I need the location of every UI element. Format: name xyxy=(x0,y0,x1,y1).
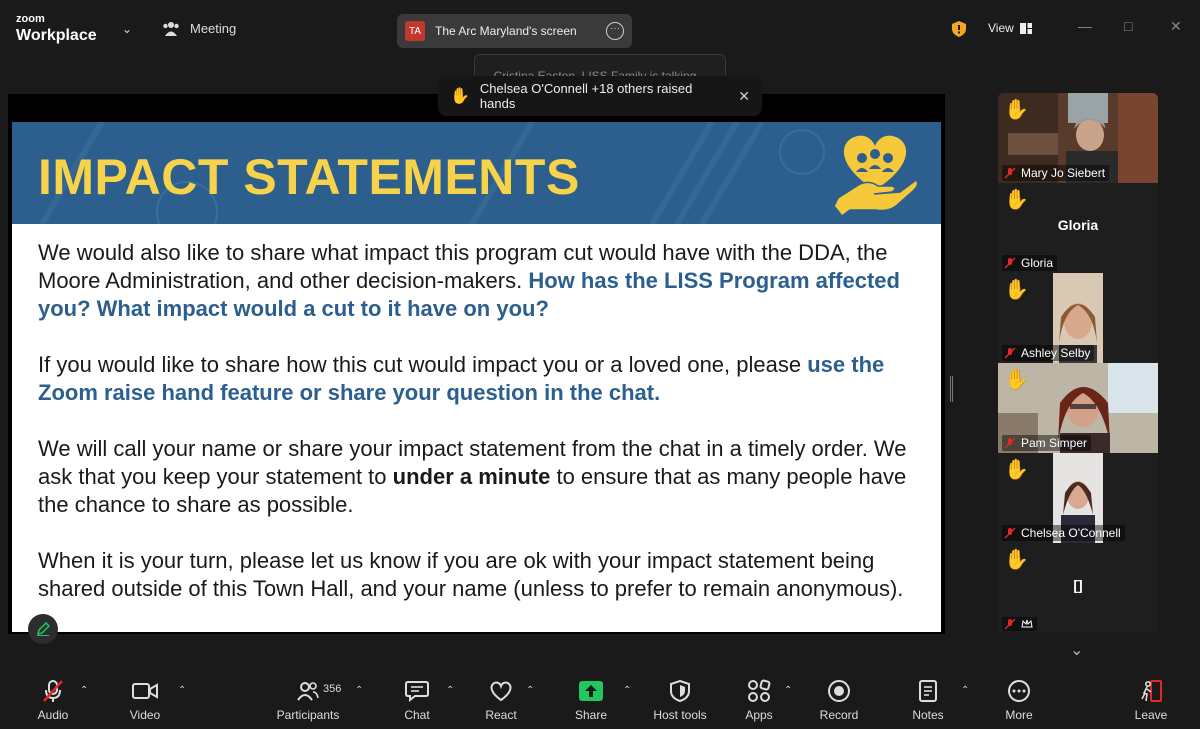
mic-muted-icon xyxy=(42,679,64,703)
security-shield-icon[interactable] xyxy=(952,21,966,37)
pencil-icon xyxy=(36,622,50,636)
notes-label: Notes xyxy=(912,708,944,722)
raised-hand-icon: ✋ xyxy=(1004,459,1029,481)
participant-name-bar xyxy=(1002,617,1037,631)
leave-label: Leave xyxy=(1134,708,1168,722)
participant-tile[interactable] xyxy=(998,543,1158,632)
chat-options-caret[interactable]: ⌃ xyxy=(446,685,455,696)
participant-name-bar xyxy=(1002,435,1091,451)
participant-name: Ashley Selby xyxy=(1021,346,1091,360)
more-button[interactable] xyxy=(979,677,1059,722)
raised-hand-icon: ✋ xyxy=(1004,99,1029,121)
video-options-caret[interactable]: ⌃ xyxy=(178,685,187,696)
raised-hands-notification[interactable] xyxy=(438,76,762,116)
zoom-workplace-logo xyxy=(16,14,97,44)
participant-name-bar xyxy=(1002,345,1094,361)
chat-button[interactable] xyxy=(377,677,457,722)
raised-hand-icon: ✋ xyxy=(450,88,470,105)
participants-options-caret[interactable]: ⌃ xyxy=(355,685,364,696)
meeting-info-button[interactable] xyxy=(162,20,236,36)
share-options-caret[interactable]: ⌃ xyxy=(623,685,632,696)
participants-label: Participants xyxy=(276,708,340,722)
participant-tile[interactable] xyxy=(998,453,1158,543)
participant-tile[interactable] xyxy=(998,93,1158,183)
participants-count: 356 xyxy=(323,683,342,695)
participant-tile[interactable] xyxy=(998,273,1158,363)
audio-button[interactable] xyxy=(13,677,93,722)
p3-text-a: We will call your name or share your impact statement from the chat in a timely order. We ask that you keep your statement to xyxy=(38,436,907,489)
chat-label: Chat xyxy=(404,708,430,722)
apps-icon xyxy=(747,679,771,703)
video-camera-icon xyxy=(132,682,158,700)
raised-hand-icon: ✋ xyxy=(1004,189,1029,211)
leave-icon xyxy=(1139,679,1163,703)
participant-name-bar xyxy=(1002,525,1125,541)
minimize-icon[interactable]: — xyxy=(1078,18,1092,34)
audio-label: Audio xyxy=(37,708,69,722)
p3-bold: under a minute xyxy=(392,464,551,489)
react-button[interactable] xyxy=(461,677,541,722)
slide-paragraph-3 xyxy=(38,435,928,519)
more-label: More xyxy=(1005,708,1033,722)
participant-name: Mary Jo Siebert xyxy=(1021,166,1106,180)
slide-paragraph-1 xyxy=(38,239,928,323)
p1-highlight: How has the LISS Program affected you? What impact would a cut to it have on you? xyxy=(38,268,900,321)
mic-muted-icon xyxy=(1004,347,1016,359)
slide-paragraph-2 xyxy=(38,351,928,407)
heart-icon xyxy=(489,680,513,702)
chat-bubble-icon xyxy=(405,680,429,702)
presentation-slide xyxy=(12,122,941,632)
slide-title: IMPACT STATEMENTS xyxy=(38,149,580,205)
mic-muted-icon xyxy=(1004,257,1016,269)
audio-options-caret[interactable]: ⌃ xyxy=(80,685,89,696)
apps-label: Apps xyxy=(745,708,773,722)
participant-tile[interactable] xyxy=(998,363,1158,453)
p3-text-b: to ensure that as many people have the chance to share as possible. xyxy=(38,464,907,517)
meeting-toolbar xyxy=(0,669,1200,729)
meeting-icon xyxy=(162,20,180,36)
chevron-down-icon[interactable]: ⌄ xyxy=(122,22,133,36)
leave-button[interactable] xyxy=(1111,677,1191,722)
close-window-icon[interactable]: ✕ xyxy=(1170,18,1182,34)
share-label: Share xyxy=(574,708,608,722)
raised-hands-text: Chelsea O'Connell +18 others raised hands xyxy=(479,81,693,111)
heart-hand-icon xyxy=(830,128,920,216)
participant-gallery xyxy=(998,93,1158,632)
more-icon xyxy=(1007,679,1031,703)
sharer-avatar: TA xyxy=(405,21,425,41)
slide-paragraph-4 xyxy=(38,547,928,603)
react-options-caret[interactable]: ⌃ xyxy=(526,685,535,696)
notes-icon xyxy=(917,679,939,703)
notes-button[interactable] xyxy=(888,677,968,722)
more-options-icon[interactable]: ··· xyxy=(606,22,624,40)
record-button[interactable] xyxy=(799,677,879,722)
raised-hand-icon: ✋ xyxy=(1004,549,1029,571)
raised-hand-icon: ✋ xyxy=(1004,279,1029,301)
maximize-icon[interactable]: □ xyxy=(1124,18,1133,34)
notes-options-caret[interactable]: ⌃ xyxy=(961,685,970,696)
meeting-label: Meeting xyxy=(190,20,237,36)
host-crown-icon xyxy=(1021,619,1033,629)
share-title: The Arc Maryland's screen xyxy=(435,24,577,38)
video-label: Video xyxy=(129,708,161,722)
share-screen-icon xyxy=(578,680,604,702)
panel-resize-handle[interactable] xyxy=(950,376,953,402)
mic-muted-icon xyxy=(1004,527,1016,539)
participant-name: Pam Simper xyxy=(1021,436,1088,450)
share-screen-button[interactable] xyxy=(551,677,631,722)
p4-text: When it is your turn, please let us know if you are ok with your impact statement being shared outside of this Town Hall, and your name (unless to prefer to remain anonymous). xyxy=(38,548,904,601)
mic-muted-icon xyxy=(1004,618,1016,630)
host-tools-label: Host tools xyxy=(653,708,707,722)
record-label: Record xyxy=(819,708,859,722)
brand-large: Workplace xyxy=(16,27,97,44)
participant-display-name: Gloria xyxy=(1057,217,1099,233)
slide-header xyxy=(12,122,941,224)
mic-muted-icon xyxy=(1004,167,1016,179)
screen-share-indicator[interactable] xyxy=(397,14,632,48)
p2-text: If you would like to share how this cut would impact you or a loved one, please xyxy=(38,352,808,377)
react-label: React xyxy=(485,708,517,722)
participant-name-bar xyxy=(1002,255,1057,271)
view-label: View xyxy=(988,21,1014,35)
video-button[interactable] xyxy=(105,677,185,722)
mic-muted-icon xyxy=(1004,437,1016,449)
shield-icon xyxy=(670,680,690,702)
p2-highlight: use the Zoom raise hand feature or share your question in the chat. xyxy=(38,352,885,405)
record-icon xyxy=(827,679,851,703)
title-bar xyxy=(0,0,1200,62)
gallery-scroll-down-icon[interactable]: ⌄ xyxy=(1070,642,1084,659)
participant-tile[interactable] xyxy=(998,183,1158,273)
participants-icon xyxy=(297,681,319,701)
view-button[interactable] xyxy=(988,21,1032,35)
apps-button[interactable] xyxy=(719,677,799,722)
apps-options-caret[interactable]: ⌃ xyxy=(784,685,793,696)
annotate-button[interactable] xyxy=(28,614,58,644)
participant-name-bar xyxy=(1002,165,1109,181)
raised-hand-icon: ✋ xyxy=(1004,369,1029,391)
close-icon[interactable]: ✕ xyxy=(738,87,750,104)
participant-name: Chelsea O'Connell xyxy=(1021,526,1121,540)
host-tools-button[interactable] xyxy=(640,677,720,722)
layout-icon xyxy=(1020,23,1032,34)
participant-display-name: [] xyxy=(1073,577,1083,593)
p1-text: We would also like to share what impact this program cut would have with the DDA, the Moore Administration, and other decision-makers. xyxy=(38,240,888,293)
participant-name: Gloria xyxy=(1021,256,1054,270)
brand-small: zoom xyxy=(16,13,45,25)
slide-body xyxy=(38,239,928,631)
